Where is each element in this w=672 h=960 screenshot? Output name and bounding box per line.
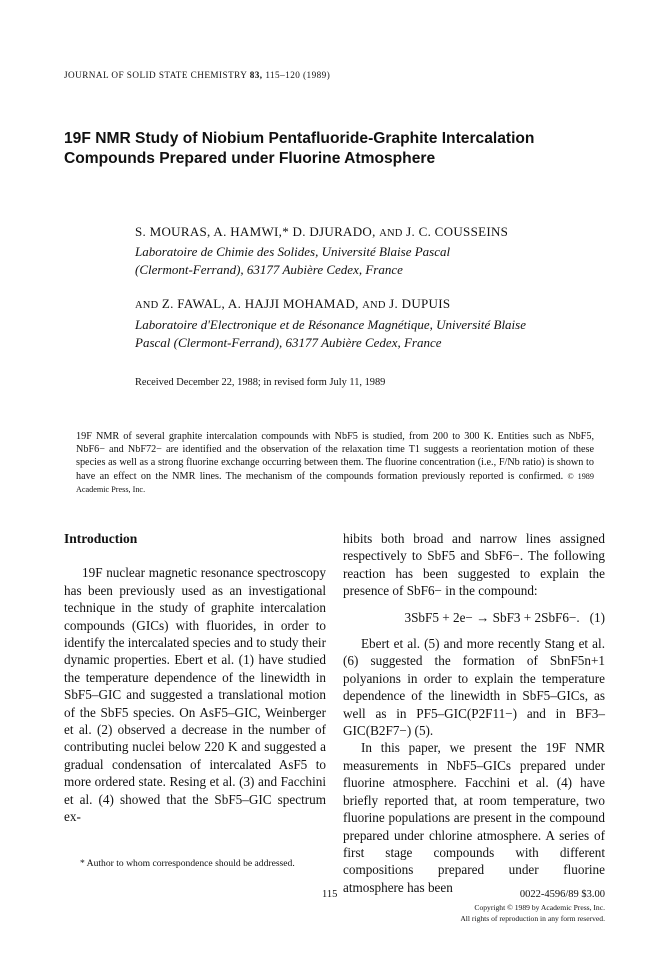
right-paragraph-1: hibits both broad and narrow lines assigned respectively to SbF5 and SbF6−. The following reaction has been suggested to explain the presence of SbF6− in the compound:: [343, 531, 605, 599]
authors-2-and-1: AND: [135, 300, 159, 311]
equation-1-body: 3SbF5 + 2e− → SbF3 + 2SbF6−.: [404, 609, 580, 625]
abstract-text: 19F NMR of several graphite intercalation compounds with NbF5 is studied, from 200 to 300 K. Entities such as NbF5, NbF6− and NbF72− are identified and the observation of the relaxation time T1 suggests a reorientation motion of these species as well as a strong fluorine exchange occurring between them. The fluorine concentration (i.e., F/Nb ratio) is shown to have an effect on the NMR lines. The mechanism of the compounds formation previously reported is confirmed.: [76, 431, 594, 482]
paper-title: [64, 129, 624, 169]
authors-2-last: J. DUPUIS: [389, 296, 451, 311]
received-dates: Received December 22, 1988; in revised form July 11, 1989: [135, 377, 386, 388]
journal-volume: 83,: [249, 70, 263, 80]
affiliation-2-line-1: Laboratoire d'Electronique et de Résonance Magnétique, Université Blaise: [135, 317, 527, 332]
right-paragraph-3: In this paper, we present the 19F NMR measurements in NbF5–GICs prepared under fluorine atmosphere. Facchini et al. (4) have briefly reported that, at room temperature, two fluorine populations are present in the compound prepared under chlorine atmosphere. A series of first stage compounds with different compositions prepared under fluorine atmosphere has been: [343, 740, 605, 895]
authors-1-names: S. MOURAS, A. HAMWI,* D. DJURADO,: [135, 224, 376, 239]
intro-paragraph-1: 19F nuclear magnetic resonance spectroscopy has been previously used as an investigational technique in the study of graphite intercalation compounds (GICs) with fluorides, in order to identify the intercalated species and to study their dynamic properties. Ebert et al. (1) have studied the temperature dependence of the linewidth in SbF5–GIC and suggested a translational motion of the SbF5 species. On AsF5–GIC, Weinberger et al. (2) observed a decrease in the number of contributing nuclei below 220 K and suggested a gradual condensation of intercalated AsF5 to more ordered state. Resing et al. (3) and Facchini et al. (4) showed that the SbF5–GIC spectrum ex-: [64, 565, 326, 825]
page-number: 115: [322, 889, 338, 900]
authors-2-names: Z. FAWAL, A. HAJJI MOHAMAD,: [161, 296, 359, 311]
journal-name: JOURNAL OF SOLID STATE CHEMISTRY: [64, 70, 247, 80]
affiliation-1: [135, 243, 635, 279]
author-footnote: * Author to whom correspondence should be addressed.: [80, 858, 295, 869]
equation-1-number: (1): [589, 609, 605, 625]
abstract-copyright: © 1989 Academic Press, Inc.: [76, 471, 594, 494]
authors-1-last: J. C. COUSSEINS: [406, 224, 509, 239]
right-column: [343, 530, 605, 896]
equation-1: [343, 609, 605, 626]
affiliation-1-line-2: (Clermont-Ferrand), 63177 Aubière Cedex, France: [135, 262, 403, 277]
journal-header: [64, 70, 330, 80]
authors-group-2: [135, 295, 450, 315]
authors-group-1: [135, 223, 508, 243]
authors-1-and: AND: [379, 228, 403, 239]
affiliation-2: [135, 316, 635, 352]
title-line-1: 19F NMR Study of Niobium Pentafluoride-Graphite Intercalation: [64, 130, 535, 147]
title-line-2: Compounds Prepared under Fluorine Atmosphere: [64, 150, 436, 167]
affiliation-2-line-2: Pascal (Clermont-Ferrand), 63177 Aubière Cedex, France: [135, 335, 442, 350]
section-heading-introduction: Introduction: [64, 531, 138, 546]
authors-2-and-2: AND: [362, 300, 386, 311]
affiliation-1-line-1: Laboratoire de Chimie des Solides, Université Blaise Pascal: [135, 244, 451, 259]
journal-pages-year: 115–120 (1989): [265, 70, 331, 80]
footer-copyright: Copyright © 1989 by Academic Press, Inc.: [474, 903, 605, 912]
left-column: [64, 530, 326, 826]
footer-rights: All rights of reproduction in any form reserved.: [460, 914, 605, 923]
right-paragraph-2: Ebert et al. (5) and more recently Stang et al. (6) suggested the formation of SbnF5n+1 polyanions in order to explain the temperature dependence of the linewidth in SbF5–GICs, as well as in PF5–GIC(P2F11−) and in BF3–GIC(B2F7−) (5).: [343, 636, 605, 739]
issn-price: 0022-4596/89 $3.00: [519, 889, 605, 900]
abstract: [76, 430, 594, 496]
